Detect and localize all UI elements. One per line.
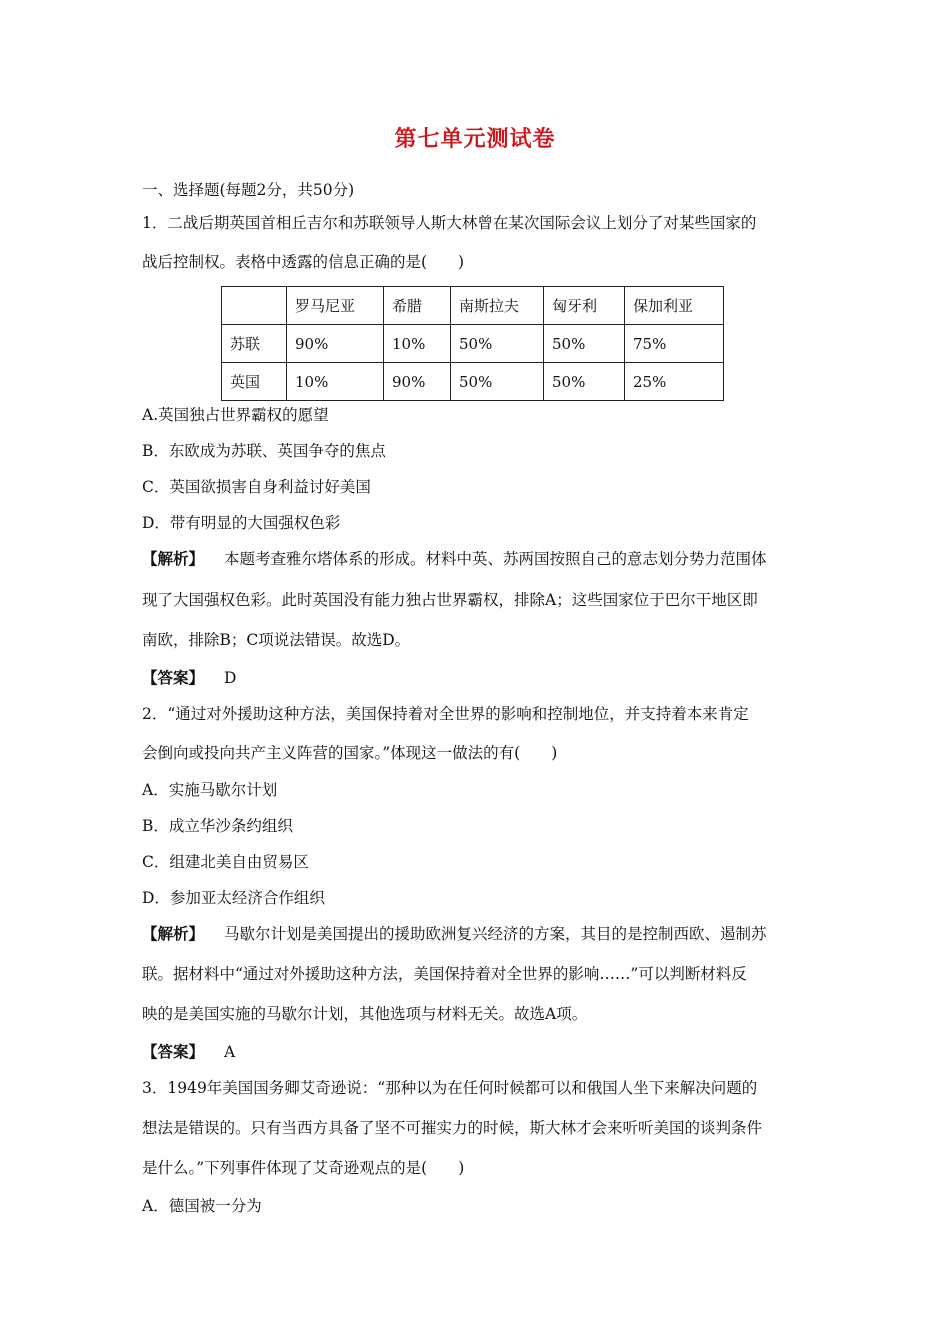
analysis-text: 本题考查雅尔塔体系的形成。材料中英、苏两国按照自己的意志划分势力范围体 <box>224 550 767 568</box>
q1-analysis-line3: 南欧，排除B；C项说法错误。故选D。 <box>142 631 411 649</box>
q3-stem-line3: 是什么。”下列事件体现了艾奇逊观点的是( ) <box>142 1159 465 1177</box>
table-cell <box>222 287 287 325</box>
q1-option-c: C．英国欲损害自身利益讨好美国 <box>142 478 371 496</box>
table-cell: 10% <box>287 363 384 401</box>
table-cell: 50% <box>451 325 544 363</box>
q3-stem-line2: 想法是错误的。只有当西方具备了坚不可摧实力的时候，斯大林才会来听听美国的谈判条件 <box>142 1119 763 1137</box>
table-cell: 罗马尼亚 <box>287 287 384 325</box>
q1-stem-line2: 战后控制权。表格中透露的信息正确的是( ) <box>142 253 465 271</box>
table-row <box>222 325 724 363</box>
q2-answer <box>142 1042 822 1062</box>
analysis-label: 【解析】 <box>142 924 205 943</box>
q1-option-a: A.英国独占世界霸权的愿望 <box>142 406 329 424</box>
answer-label: 【答案】 <box>142 1042 205 1061</box>
q2-stem-line2: 会倒向或投向共产主义阵营的国家。”体现这一做法的有( ) <box>142 744 558 762</box>
table-cell: 90% <box>287 325 384 363</box>
table-row <box>222 363 724 401</box>
q1-table <box>221 286 724 401</box>
table-cell: 75% <box>625 325 724 363</box>
table-header-row <box>222 287 724 325</box>
q1-stem-line1: 1．二战后期英国首相丘吉尔和苏联领导人斯大林曾在某次国际会议上划分了对某些国家的 <box>142 214 757 232</box>
q3-stem-line1: 3．1949年美国国务卿艾奇逊说：“那种以为在任何时候都可以和俄国人坐下来解决问题的 <box>142 1079 758 1097</box>
table-cell: 苏联 <box>222 325 287 363</box>
table-cell: 50% <box>544 363 625 401</box>
analysis-text: 马歇尔计划是美国提出的援助欧洲复兴经济的方案，其目的是控制西欧、遏制苏 <box>224 925 767 943</box>
q2-option-d: D．参加亚太经济合作组织 <box>142 889 325 907</box>
table-cell: 保加利亚 <box>625 287 724 325</box>
answer-value: A <box>224 1043 236 1061</box>
analysis-label: 【解析】 <box>142 549 205 568</box>
q2-analysis-line2: 联。据材料中“通过对外援助这种方法，美国保持着对全世界的影响……”可以判断材料反 <box>142 965 747 983</box>
answer-value: D <box>224 669 237 687</box>
q1-analysis-line1 <box>142 549 822 569</box>
section-heading: 一、选择题(每题2分，共50分) <box>142 181 355 199</box>
q1-option-d: D．带有明显的大国强权色彩 <box>142 514 341 532</box>
q1-option-b: B．东欧成为苏联、英国争夺的焦点 <box>142 442 386 460</box>
table-cell: 25% <box>625 363 724 401</box>
q2-option-b: B．成立华沙条约组织 <box>142 817 293 835</box>
q3-option-a: A．德国被一分为 <box>142 1197 262 1215</box>
q2-option-a: A．实施马歇尔计划 <box>142 781 278 799</box>
q1-answer <box>142 668 822 688</box>
answer-label: 【答案】 <box>142 668 205 687</box>
table-cell: 匈牙利 <box>544 287 625 325</box>
page-title: 第七单元测试卷 <box>394 126 556 152</box>
q2-analysis-line3: 映的是美国实施的马歇尔计划，其他选项与材料无关。故选A项。 <box>142 1005 588 1023</box>
table-cell: 90% <box>384 363 451 401</box>
q1-analysis-line2: 现了大国强权色彩。此时英国没有能力独占世界霸权，排除A；这些国家位于巴尔干地区即 <box>142 591 758 609</box>
q2-option-c: C．组建北美自由贸易区 <box>142 853 309 871</box>
table-cell: 50% <box>544 325 625 363</box>
q2-analysis-line1 <box>142 924 822 944</box>
table-cell: 10% <box>384 325 451 363</box>
table-cell: 南斯拉夫 <box>451 287 544 325</box>
q2-stem-line1: 2．“通过对外援助这种方法，美国保持着对全世界的影响和控制地位，并支持着本来肯定 <box>142 705 749 723</box>
table-cell: 希腊 <box>384 287 451 325</box>
table-cell: 50% <box>451 363 544 401</box>
table-cell: 英国 <box>222 363 287 401</box>
